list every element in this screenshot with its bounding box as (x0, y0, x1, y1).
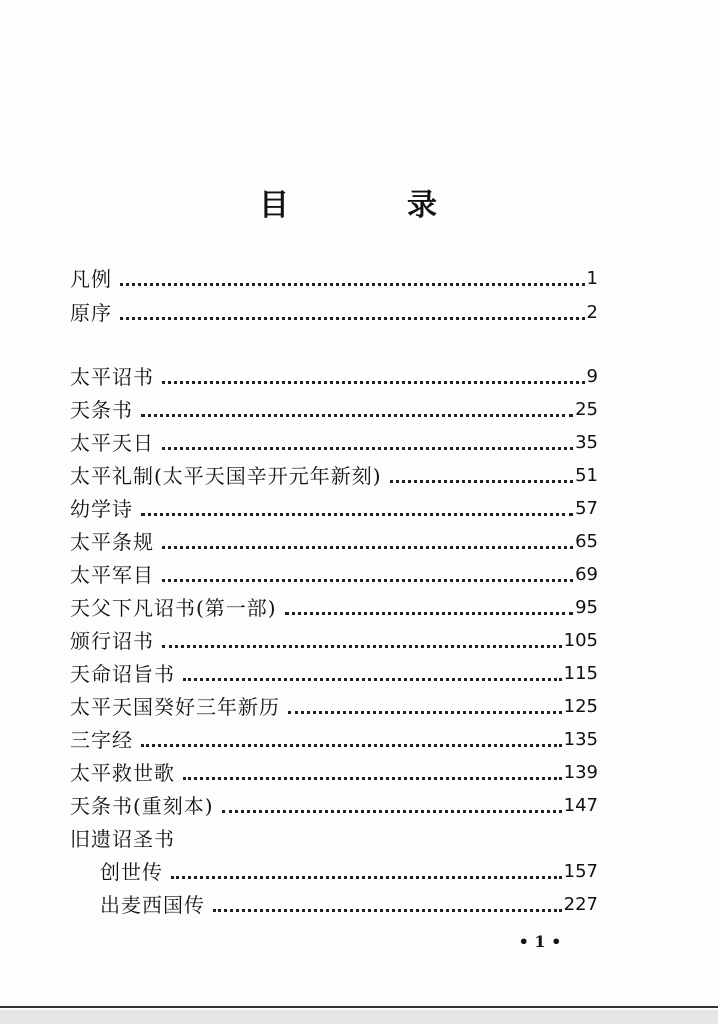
page-number: • 1 • (518, 932, 562, 951)
toc-entry (70, 659, 598, 687)
toc-entry (70, 593, 598, 621)
toc-entry-label: 太平条规 (70, 530, 154, 554)
dot-leader (183, 777, 562, 780)
toc-subentry (100, 890, 598, 918)
toc-entry-label: 颁行诏书 (70, 629, 154, 653)
toc-entry-label: 太平救世歌 (70, 761, 175, 785)
toc-entry-page: 57 (575, 498, 598, 519)
toc-section-heading (70, 824, 598, 852)
dot-leader (222, 810, 562, 813)
dot-leader (162, 546, 573, 549)
dot-leader (162, 579, 573, 582)
toc-entry-label: 旧遗诏圣书 (70, 827, 175, 851)
toc-entry (70, 791, 598, 819)
toc-entry-label: 幼学诗 (70, 497, 133, 521)
toc-entry-label: 天父下凡诏书(第一部) (70, 596, 277, 620)
toc-entry (70, 725, 598, 753)
toc-entry-page: 157 (563, 861, 598, 882)
dot-leader (120, 317, 585, 320)
toc-entry-page: 139 (563, 762, 598, 783)
dot-leader (162, 447, 573, 450)
toc-entry (70, 758, 598, 786)
toc-entry-page: 25 (575, 399, 598, 420)
toc-entry (70, 428, 598, 456)
dot-leader (288, 711, 562, 714)
toc-entry-page: 2 (586, 302, 598, 323)
toc-entry-page: 51 (575, 465, 598, 486)
dot-leader (162, 645, 562, 648)
toc-entry (70, 560, 598, 588)
toc-entry-label: 原序 (70, 301, 112, 325)
dot-leader (120, 283, 585, 286)
toc-entry (70, 298, 598, 326)
toc-entry-label: 太平军目 (70, 563, 154, 587)
toc-entry-page: 125 (563, 696, 598, 717)
toc-entry (70, 461, 598, 489)
toc-entry (70, 626, 598, 654)
toc-entry-page: 105 (563, 630, 598, 651)
toc-entry (70, 264, 598, 292)
toc-entry-label: 创世传 (100, 860, 163, 884)
toc-entry-page: 9 (586, 366, 598, 387)
toc-entry (70, 362, 598, 390)
dot-leader (141, 513, 573, 516)
dot-leader (390, 480, 573, 483)
bottom-rule (0, 1006, 718, 1008)
toc-entry (70, 395, 598, 423)
toc-entry-label: 太平天国癸好三年新历 (70, 695, 280, 719)
toc-entry-page: 135 (563, 729, 598, 750)
toc-entry-page: 227 (563, 894, 598, 915)
toc-entry-page: 147 (563, 795, 598, 816)
dot-leader (141, 414, 573, 417)
toc-entry-page: 1 (586, 268, 598, 289)
page-title: 目 录 (259, 188, 481, 223)
toc-entry-label: 天条书(重刻本) (70, 794, 214, 818)
toc-entry-label: 天条书 (70, 398, 133, 422)
toc-entry-page: 35 (575, 432, 598, 453)
toc-entry-page: 69 (575, 564, 598, 585)
toc-entry-page: 115 (563, 663, 598, 684)
toc-entry-label: 太平天日 (70, 431, 154, 455)
dot-leader (171, 876, 562, 879)
toc-entry-page: 95 (575, 597, 598, 618)
toc-entry-label: 凡例 (70, 267, 112, 291)
toc-entry-label: 天命诏旨书 (70, 662, 175, 686)
dot-leader (183, 678, 562, 681)
toc-entry-label: 三字经 (70, 728, 133, 752)
toc-entry-label: 太平礼制(太平天国辛开元年新刻) (70, 464, 382, 488)
toc-entry-page: 65 (575, 531, 598, 552)
toc-entry (70, 494, 598, 522)
toc-subentry (100, 857, 598, 885)
toc-entry (70, 692, 598, 720)
dot-leader (141, 744, 562, 747)
toc-entry-label: 太平诏书 (70, 365, 154, 389)
toc-entry (70, 527, 598, 555)
scan-edge (0, 1010, 718, 1024)
dot-leader (162, 381, 585, 384)
dot-leader (285, 612, 573, 615)
toc-entry-label: 出麦西国传 (100, 893, 205, 917)
dot-leader (213, 909, 562, 912)
